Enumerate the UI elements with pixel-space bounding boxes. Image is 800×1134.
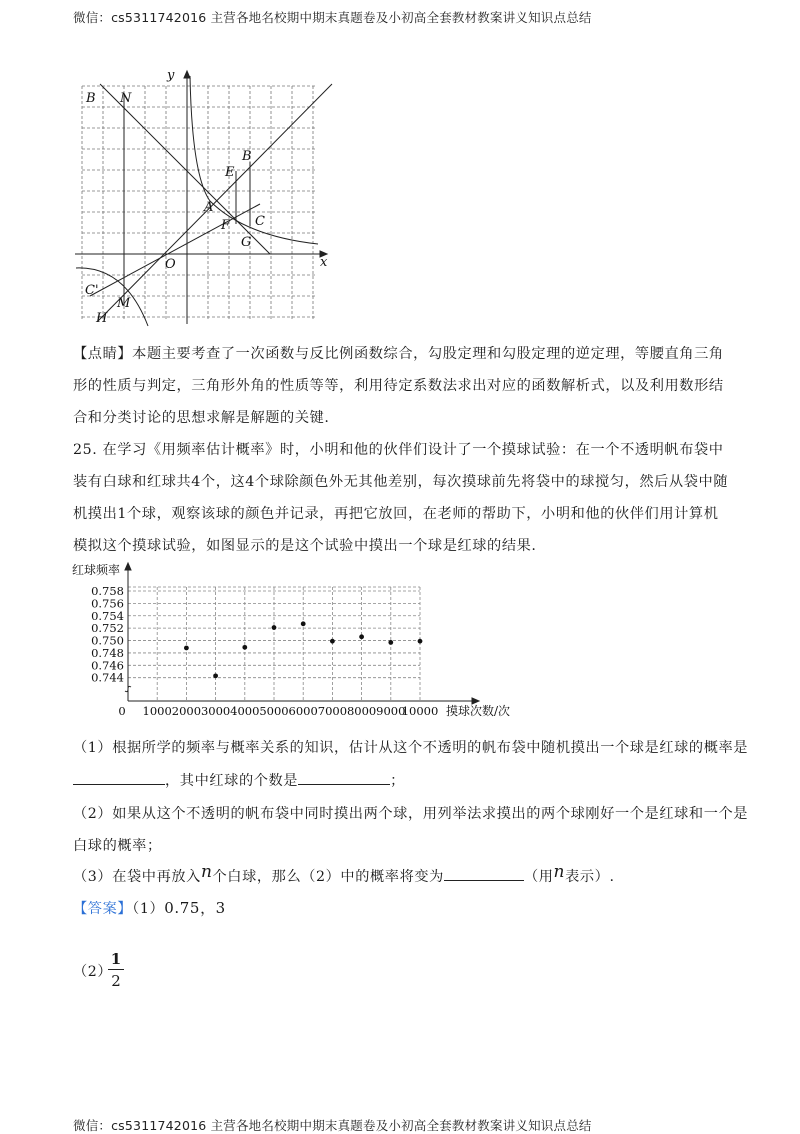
label-g: G — [241, 235, 252, 250]
label-c: C — [255, 214, 265, 229]
label-y: y — [167, 68, 175, 83]
chart-y-tick-label: 0.752 — [91, 621, 124, 636]
question-1-line-1: （1）根据所学的频率与概率关系的知识，估计从这个不透明的帆布袋中随机摸出一个球是红球的概率是 — [73, 740, 749, 756]
chart-x-tick-label: 6000 — [288, 704, 318, 718]
chart-x-tick-label: 9000 — [376, 704, 406, 718]
problem-text: 在学习《用频率估计概率》时，小明和他的伙伴们设计了一个摸球试验：在一个不透明帆布袋中装有白球和红球共4个，这4个球除颜色外无其他差别，每次摸球前先将袋中的球搅匀，然后从袋中随机摸出1个球，观察该球的颜色并记录，再把它放回，在老师的帮助下，小明和他的伙伴们用计算机模拟这个摸球试验，如图显示的是这个试验中摸出一个球是红球的结果. — [73, 442, 729, 554]
chart-point — [213, 673, 218, 678]
label-e: E — [225, 165, 235, 180]
question-1-mid: ，其中红球的个数是 — [165, 773, 299, 789]
chart-point — [418, 639, 423, 644]
fraction-denominator: 2 — [111, 972, 121, 990]
label-f: F — [221, 218, 231, 233]
chart-point — [359, 634, 364, 639]
question-1-end: ； — [390, 773, 405, 789]
question-3-d: 表示）. — [565, 869, 615, 885]
answer-blank-3[interactable] — [444, 866, 524, 881]
label-h: H — [96, 311, 108, 326]
answer-2-prefix: （2） — [73, 964, 113, 980]
chart-point — [388, 640, 393, 645]
label-o: O — [165, 257, 176, 272]
comment-block — [73, 338, 733, 434]
page-footer: 微信：cs5311742016 主营各地名校期中期末真题卷及小初高全套教材教案讲义知识点总结 — [73, 1118, 592, 1133]
chart-axis-break — [125, 686, 131, 691]
question-3-a: （3）在袋中再放入 — [73, 869, 201, 885]
chart-x-tick-label: 1000 — [142, 704, 172, 718]
coordinate-figure — [70, 66, 340, 328]
question-2-line-1: （2）如果从这个不透明的帆布袋中同时摸出两个球，用列举法求摸出的两个球刚好一个是红球和一个是 — [73, 806, 749, 822]
problem-number: 25. — [73, 442, 98, 458]
chart-point — [301, 621, 306, 626]
question-3-var: n — [200, 862, 213, 882]
answer-tag: 【答案】 — [73, 901, 133, 917]
label-n: N — [120, 91, 132, 106]
chart-y-tick-label: 0.758 — [91, 584, 124, 598]
answer-2-fraction — [108, 950, 124, 990]
scatter-chart — [70, 560, 510, 722]
chart-y-tick-label: 0.748 — [91, 645, 124, 660]
chart-x-tick-label: 3000 — [200, 704, 231, 718]
label-c-prime: C' — [85, 283, 99, 298]
chart-y-tick-label: 0.746 — [91, 658, 124, 673]
answer-line-1 — [73, 897, 226, 918]
figure-axes — [75, 71, 327, 324]
comment-text: 本题主要考查了一次函数与反比例函数综合，勾股定理和勾股定理的逆定理，等腰直角三角形的性质与判定，三角形外角的性质等等，利用待定系数法求出对应的函数解析式，以及利用数形结合和分类讨论的思想求解是解题的关键. — [73, 346, 724, 426]
figure-grid — [82, 86, 315, 321]
chart-x-tick-label: 4000 — [230, 704, 260, 718]
problem-block — [73, 434, 733, 562]
chart-y-tick-label: 0.750 — [91, 633, 124, 648]
comment-tag: 【点睛】 — [73, 346, 133, 362]
label-b-top: B — [86, 91, 96, 106]
chart-ylabel: 红球频率 — [72, 563, 121, 577]
chart-xlabel: 摸球次数/次 — [446, 704, 510, 718]
question-3-c: （用 — [523, 869, 554, 885]
chart-axes — [125, 563, 479, 704]
label-m: M — [117, 296, 131, 311]
chart-x-tick-label: 2000 — [171, 704, 202, 718]
chart-y-tick-label: 0.756 — [91, 596, 124, 611]
answer-1-prefix: （1） — [132, 901, 165, 917]
chart-x-tick-label: 7000 — [317, 704, 348, 718]
page-header: 微信：cs5311742016 主营各地名校期中期末真题卷及小初高全套教材教案讲义知识点总结 — [73, 10, 592, 25]
question-1-line-2 — [73, 770, 405, 790]
chart-y-arrow — [125, 563, 131, 570]
chart-x-tick-label: 8000 — [346, 704, 377, 718]
question-3-var-2: n — [553, 862, 566, 882]
chart-point — [242, 645, 247, 650]
chart-y-tick-label: 0.744 — [91, 670, 124, 685]
question-3-line — [73, 862, 615, 886]
answer-blank-2[interactable] — [298, 770, 390, 785]
answer-blank-1[interactable] — [73, 770, 165, 785]
chart-y-tick-label: 0.754 — [91, 608, 124, 623]
label-x: x — [320, 255, 328, 270]
chart-point — [184, 646, 189, 651]
chart-point — [272, 625, 277, 630]
chart-point — [330, 639, 335, 644]
question-3-b: 个白球，那么（2）中的概率将变为 — [212, 869, 444, 885]
chart-y-ticks — [91, 584, 124, 685]
fraction-numerator: 1 — [108, 950, 124, 970]
label-a: A — [204, 200, 214, 215]
answer-1-value: 0.75，3 — [164, 899, 226, 917]
chart-x-tick-label: 5000 — [259, 704, 289, 718]
label-b: B — [242, 149, 252, 164]
chart-grid — [128, 587, 420, 701]
chart-x-tick-label: 0 — [118, 704, 126, 718]
question-2-line-2: 白球的概率； — [73, 838, 162, 854]
chart-x-tick-label: 10000 — [401, 704, 439, 718]
chart-x-ticks — [118, 704, 438, 718]
